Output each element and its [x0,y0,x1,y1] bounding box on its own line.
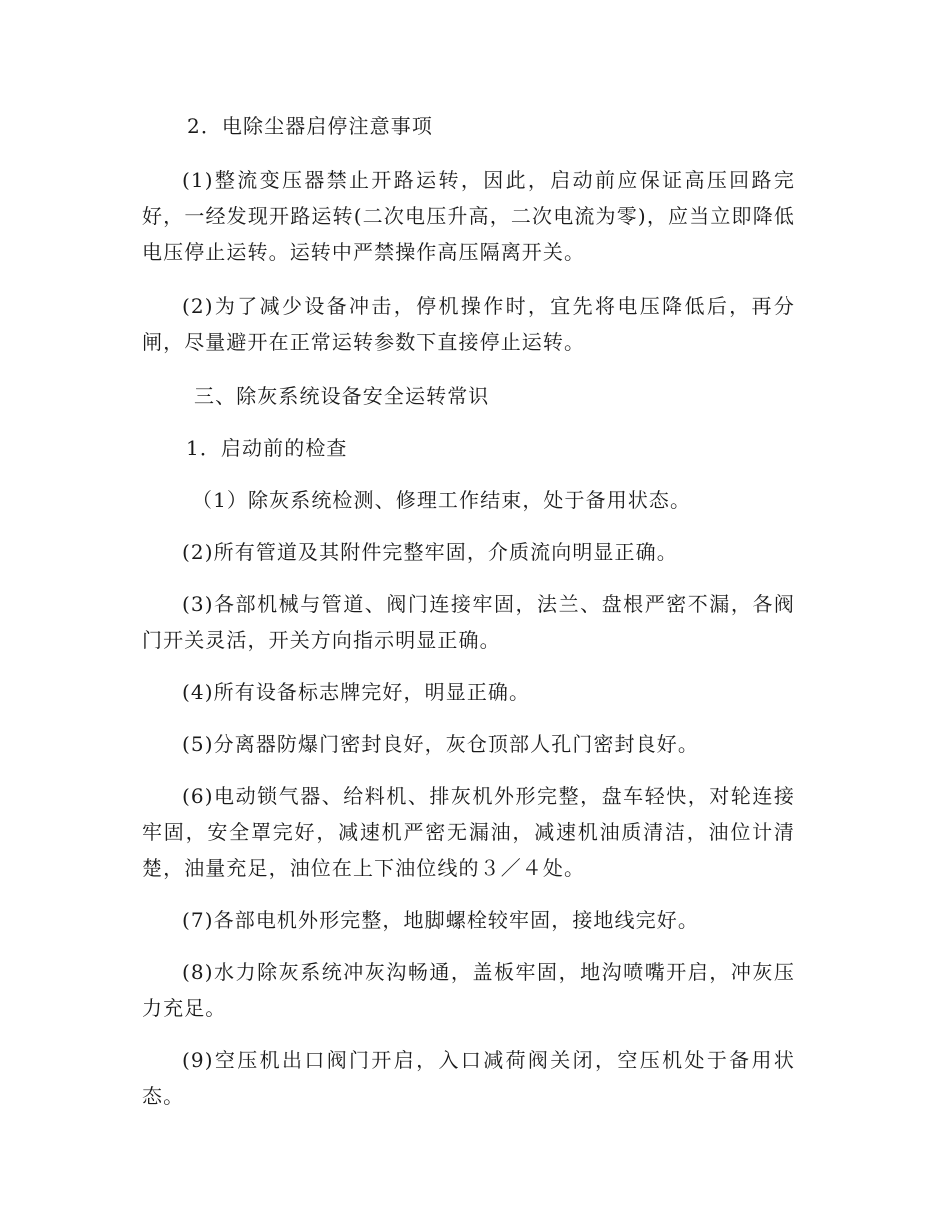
paragraph-1-1: （1）除灰系统检测、修理工作结束，处于备用状态。 [192,488,692,512]
paragraph-1-3: (3)各部机械与管道、阀门连接牢固，法兰、盘根严密不漏，各阀门开关灵活，开关方向指示明显正确。 [142,592,795,652]
paragraph-1-6: (6)电动锁气器、给料机、排灰机外形完整，盘车轻快，对轮连接牢固，安全罩完好，减速机严密无漏油，减速机油质清洁，油位计清楚，油量充足，油位在上下油位线的３／４处。 [142,784,795,880]
paragraph-1-5: (5)分离器防爆门密封良好，灰仓顶部人孔门密封良好。 [182,732,699,756]
paragraph-2-2: (2)为了减少设备冲击，停机操作时，宜先将电压降低后，再分闸，尽量避开在正常运转参数下直接停止运转。 [142,294,795,354]
chapter-heading-ash-removal: 三、除灰系统设备安全运转常识 [194,384,490,408]
paragraph-1-9: (9)空压机出口阀门开启，入口减荷阀关闭，空压机处于备用状态。 [142,1048,795,1108]
section-heading-pre-start-check: 1．启动前的检查 [186,436,348,460]
paragraph-1-7: (7)各部电机外形完整，地脚螺栓较牢固，接地线完好。 [182,908,699,932]
paragraph-2-1: (1)整流变压器禁止开路运转，因此，启动前应保证高压回路完好，一经发现开路运转(二次电压升高，二次电流为零)，应当立即降低电压停止运转。运转中严禁操作高压隔离开关。 [142,168,795,264]
paragraph-1-4: (4)所有设备标志牌完好，明显正确。 [182,680,531,704]
paragraph-1-8: (8)水力除灰系统冲灰沟畅通，盖板牢固，地沟喷嘴开启，冲灰压力充足。 [142,960,795,1020]
section-heading-startup-shutdown: 2．电除尘器启停注意事项 [187,114,433,138]
paragraph-1-2: (2)所有管道及其附件完整牢固，介质流向明显正确。 [182,540,678,564]
